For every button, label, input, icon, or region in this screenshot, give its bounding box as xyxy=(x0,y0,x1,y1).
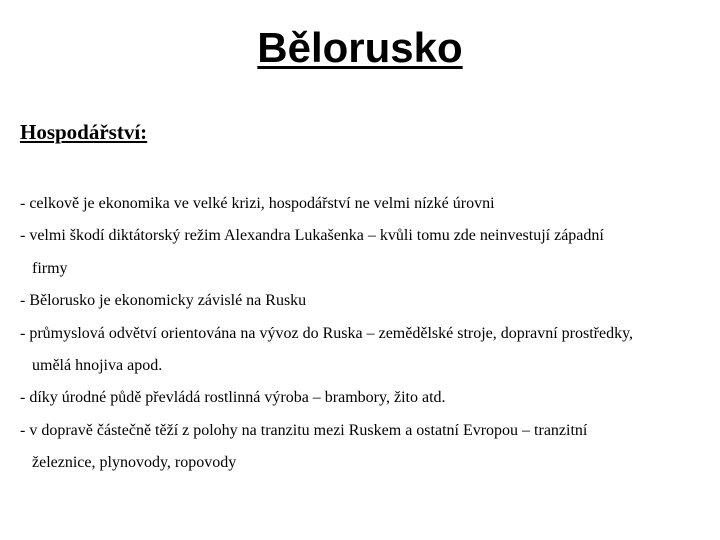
bullet-item xyxy=(20,318,716,383)
bullet-item xyxy=(20,415,716,480)
bullet-line: - v dopravě částečně těží z polohy na tranzitu mezi Ruskem a ostatní Evropou – tranzitní xyxy=(20,421,588,439)
bullet-line: - Bělorusko je ekonomicky závislé na Rusku xyxy=(20,292,307,310)
bullet-line: - průmyslová odvětví orientována na vývoz do Ruska – zemědělské stroje, dopravní prostředky, xyxy=(20,324,634,342)
bullet-item xyxy=(20,285,716,317)
bullet-line-continuation: firmy xyxy=(32,259,68,277)
bullet-item xyxy=(20,220,716,285)
bullet-line: - díky úrodné půdě převládá rostlinná výroba – brambory, žito atd. xyxy=(20,389,446,407)
bullet-line-continuation: umělá hnojiva apod. xyxy=(32,356,163,374)
bullet-item xyxy=(20,382,716,414)
section-heading: Hospodářství: xyxy=(20,120,148,144)
slide-title: Bělorusko xyxy=(257,24,463,71)
bullet-line-continuation: železnice, plynovody, ropovody xyxy=(32,454,237,472)
bullet-line: - velmi škodí diktátorský režim Alexandra Lukašenka – kvůli tomu zde neinvestují západní xyxy=(20,227,604,245)
bullet-list xyxy=(20,188,716,480)
bullet-line: - celkově je ekonomika ve velké krizi, hospodářství ne velmi nízké úrovni xyxy=(20,195,495,212)
bullet-item xyxy=(20,188,716,220)
